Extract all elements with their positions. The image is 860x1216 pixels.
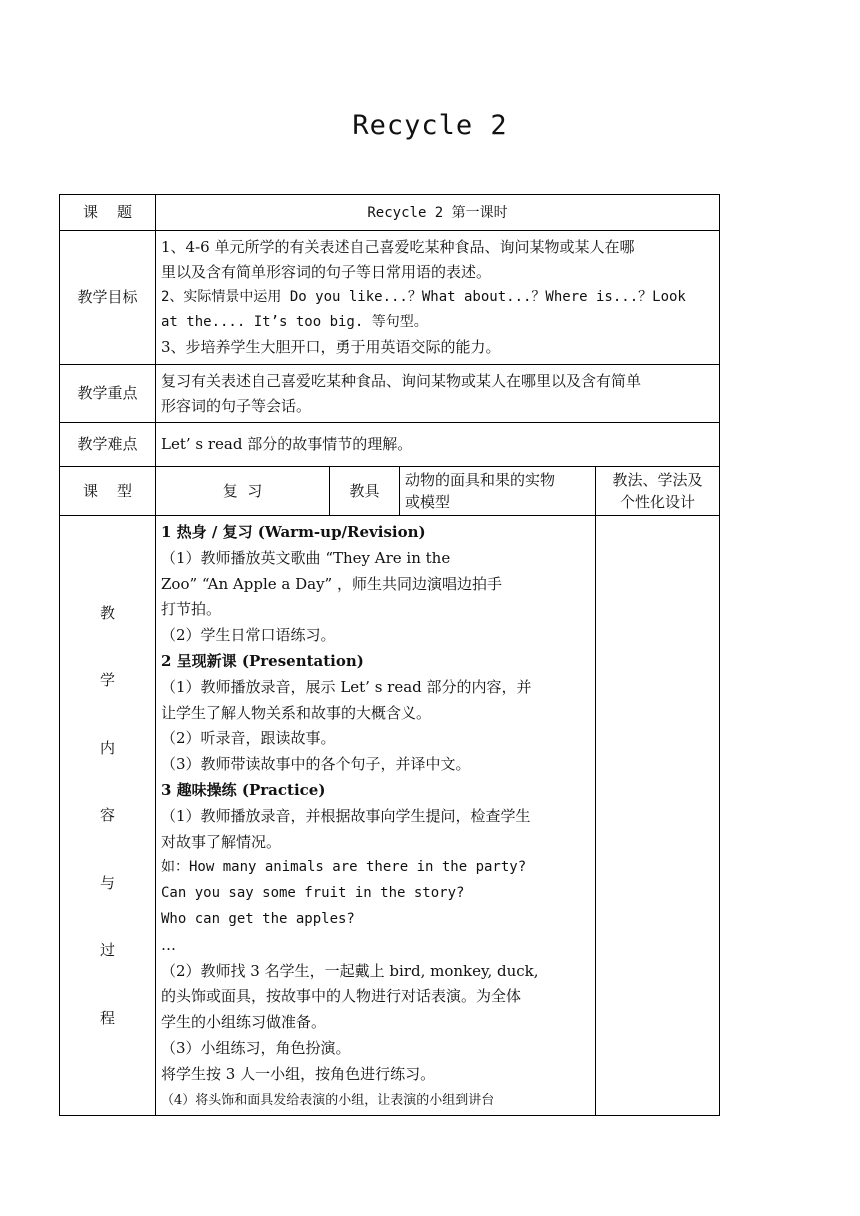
row-difficulty: [60, 423, 720, 467]
methods-header: [596, 467, 720, 516]
content-label-char: 内: [99, 738, 115, 757]
content-label-char: 过: [99, 941, 115, 960]
key-points-line: 形容词的句子等会话。: [161, 396, 312, 415]
teaching-aids-line: 动物的面具和果的实物: [405, 471, 556, 489]
row-objectives: [60, 231, 720, 365]
objectives-value: [156, 231, 720, 365]
topic-value: [156, 195, 720, 231]
objectives-line: at the.... It’s too big. 等句型。: [161, 314, 428, 330]
row-lesson-type: [60, 467, 720, 516]
key-points-value: [156, 365, 720, 423]
content-label-char: 学: [99, 671, 115, 690]
objectives-line: 2、实际情景中运用 Do you like...？What about...？Where is...？Look: [161, 289, 686, 305]
difficulty-value: Let’ s read 部分的故事情节的理解。: [156, 423, 720, 467]
content-line: …: [161, 935, 176, 954]
lesson-type-value: 复 习: [156, 467, 330, 516]
document-title: Recycle 2: [352, 110, 508, 141]
content-line: 如：How many animals are there in the party?: [161, 859, 527, 876]
content-line: 让学生了解人物关系和故事的大概含义。: [161, 703, 432, 722]
content-line: 学生的小组练习做准备。: [161, 1013, 327, 1032]
content-line: Zoo” “An Apple a Day” ，师生共同边演唱边拍手: [161, 574, 502, 593]
methods-header-line: 教法、学法及: [612, 471, 703, 489]
content-line: 2 呈现新课 (Presentation): [161, 651, 364, 670]
lesson-type-label: 课 型: [60, 467, 156, 516]
content-line: （2）教师找 3 名学生，一起戴上 bird, monkey, duck,: [161, 961, 539, 980]
content-label-char: 教: [99, 603, 115, 622]
content-line: （2）听录音，跟读故事。: [161, 729, 336, 748]
content-line: （4）将头饰和面具发给表演的小组，让表演的小组到讲台: [161, 1092, 495, 1108]
objectives-line: 1、4-6 单元所学的有关表述自己喜爱吃某种食品、询问某物或某人在哪: [161, 238, 635, 256]
objectives-label: 教学目标: [60, 231, 156, 365]
difficulty-label: 教学难点: [60, 423, 156, 467]
methods-header-line: 个性化设计: [620, 493, 696, 511]
key-points-label: 教学重点: [60, 365, 156, 423]
key-points-line: 复习有关表述自己喜爱吃某种食品、询问某物或某人在哪里以及含有简单: [161, 371, 642, 390]
content-line: 1 热身 / 复习 (Warm-up/Revision): [161, 523, 426, 541]
content-line: 对故事了解情况。: [161, 832, 282, 851]
content-line: （1）教师播放录音，并根据故事向学生提问，检查学生: [161, 806, 531, 825]
topic-value-text: Recycle 2 第一课时: [367, 204, 508, 221]
content-line: （3）教师带读故事中的各个句子，并译中文。: [161, 755, 471, 774]
teaching-aids-value: [400, 467, 596, 516]
row-content: [60, 516, 720, 1116]
content-line: Who can get the apples?: [161, 910, 355, 927]
content-line: 的头饰或面具，按故事中的人物进行对话表演。为全体: [161, 987, 522, 1006]
methods-column: [596, 516, 720, 1116]
content-line: 3 趣味操练 (Practice): [161, 780, 326, 799]
content-line: Can you say some fruit in the story?: [161, 885, 465, 902]
teaching-aids-line: 或模型: [405, 493, 451, 511]
content-label-char: 容: [99, 806, 115, 825]
lesson-plan-table: [59, 194, 720, 1116]
content-line: （3）小组练习，角色扮演。: [161, 1038, 351, 1057]
content-label-char: 与: [99, 873, 115, 892]
teaching-aids-label: 教具: [330, 467, 400, 516]
content-line: （2）学生日常口语练习。: [161, 626, 336, 645]
content-body: [156, 516, 596, 1116]
topic-label: 课 题: [60, 195, 156, 231]
content-label-char: 程: [99, 1008, 115, 1027]
objectives-line: 3、步培养学生大胆开口，勇于用英语交际的能力。: [161, 338, 501, 356]
content-line: （1）教师播放录音，展示 Let’ s read 部分的内容，并: [161, 677, 532, 696]
row-key-points: [60, 365, 720, 423]
content-line: 打节拍。: [161, 600, 222, 619]
content-line: （1）教师播放英文歌曲 “They Are in the: [161, 548, 451, 567]
content-line: 将学生按 3 人一小组，按角色进行练习。: [161, 1064, 436, 1083]
content-label: [60, 516, 156, 1116]
objectives-line: 里以及含有简单形容词的句子等日常用语的表述。: [161, 263, 492, 281]
row-topic: [60, 195, 720, 231]
